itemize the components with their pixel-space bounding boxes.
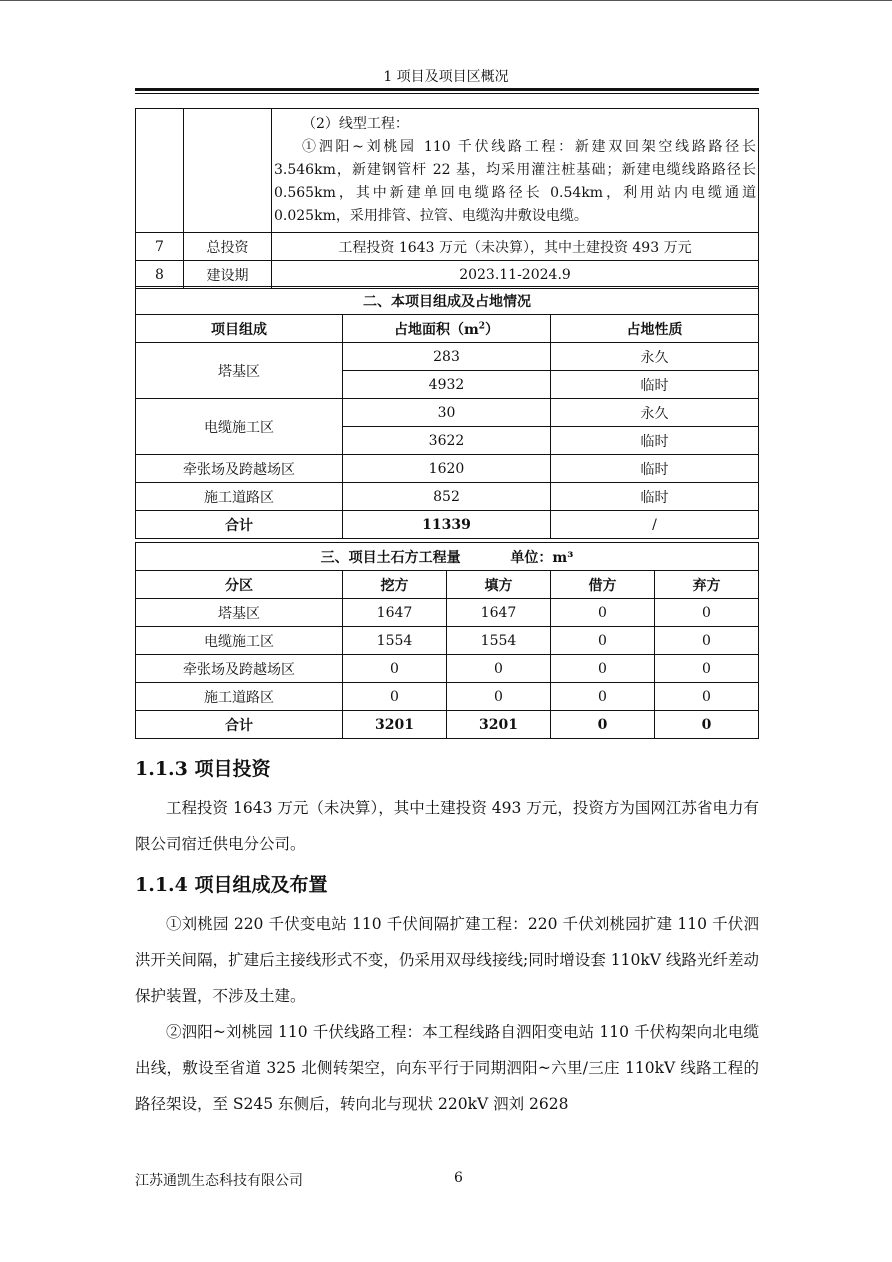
- total-cell: 3201: [343, 711, 447, 739]
- table-header-row: [136, 315, 759, 343]
- table-title-row: [136, 543, 759, 571]
- table-cell: 0: [447, 655, 551, 683]
- total-cell: 0: [551, 711, 655, 739]
- table-cell: 0: [343, 683, 447, 711]
- table-row: [136, 399, 759, 427]
- table-row: [136, 683, 759, 711]
- zone-name: 电缆施工区: [136, 399, 343, 455]
- page-number: 6: [454, 1170, 463, 1186]
- total-row: [136, 711, 759, 739]
- row-label: 总投资: [184, 233, 272, 261]
- nature-cell: 永久: [551, 399, 759, 427]
- column-header: 分区: [136, 571, 343, 599]
- nature-cell: 临时: [551, 427, 759, 455]
- table-row: [136, 599, 759, 627]
- total-cell: 0: [655, 711, 759, 739]
- table-row: [136, 483, 759, 511]
- line-project-title: （2）线型工程：: [302, 116, 409, 132]
- area-cell: 283: [343, 343, 551, 371]
- table-cell: 0: [551, 599, 655, 627]
- line-project-text: 0.025km，采用排管、拉管、电缆沟井敷设电缆。: [274, 208, 588, 224]
- column-header: 挖方: [343, 571, 447, 599]
- table-cell: 0: [447, 683, 551, 711]
- row-number: 8: [136, 261, 184, 289]
- section-heading: 1.1.3 项目投资: [135, 758, 271, 780]
- total-area: 11339: [343, 511, 551, 539]
- line-project-description: [272, 109, 759, 233]
- column-header: 弃方: [655, 571, 759, 599]
- row-label: 建设期: [184, 261, 272, 289]
- line-project-text: 0.565km，其中新建单回电缆路径长 0.54km，利用站内电缆通道: [274, 185, 756, 201]
- table-row: [136, 261, 759, 289]
- header-rule-thick: [135, 88, 759, 91]
- total-label: 合计: [136, 511, 343, 539]
- earthwork-table: [135, 542, 759, 739]
- paragraph: ①刘桃园 220 千伏变电站 110 千伏间隔扩建工程：220 千伏刘桃园扩建 110 千伏泗洪开关间隔，扩建后主接线形式不变，仍采用双母线接线;同时增设套 110kV 线路光纤差动保护装置，不涉及土建。: [135, 915, 759, 1005]
- table-cell: 0: [551, 683, 655, 711]
- table-cell: 1554: [343, 627, 447, 655]
- column-header: 占地面积$(m^2)$: [343, 315, 551, 343]
- page-header: 1 项目及项目区概况: [383, 69, 509, 85]
- total-row: [136, 511, 759, 539]
- project-info-table: [135, 108, 759, 289]
- table-row: [136, 655, 759, 683]
- line-project-text: 3.546km，新建钢管杆 22 基，均采用灌注桩基础；新建电缆线路路径长: [274, 162, 756, 178]
- table-title-row: [136, 287, 759, 315]
- table-cell: 牵张场及跨越场区: [136, 655, 343, 683]
- earthwork-title-text: 三、项目土石方工程量: [320, 549, 461, 566]
- table-cell: 0: [551, 655, 655, 683]
- table-cell: [136, 109, 184, 233]
- earthwork-table-title: [136, 543, 759, 571]
- table-cell: 0: [655, 599, 759, 627]
- table-row: [136, 233, 759, 261]
- table-cell: 塔基区: [136, 599, 343, 627]
- land-table-title: 二、本项目组成及占地情况: [136, 287, 759, 315]
- table-cell: [184, 109, 272, 233]
- paragraph: ②泗阳~刘桃园 110 千伏线路工程：本工程线路自泗阳变电站 110 千伏构架向北电缆出线，敷设至省道 325 北侧转架空，向东平行于同期泗阳~六里/三庄 110kV 线路工程的路径架设，至 S245 东侧后，转向北与现状 220kV 泗刘 2628: [135, 1023, 759, 1113]
- column-header: 项目组成: [136, 315, 343, 343]
- table-cell: 施工道路区: [136, 683, 343, 711]
- table-cell: 电缆施工区: [136, 627, 343, 655]
- table-cell: 0: [343, 655, 447, 683]
- area-cell: 852: [343, 483, 551, 511]
- table-row: [136, 109, 759, 233]
- total-cell: 3201: [447, 711, 551, 739]
- table-row: [136, 343, 759, 371]
- land-occupation-table: [135, 286, 759, 539]
- table-header-row: [136, 571, 759, 599]
- zone-name: 施工道路区: [136, 483, 343, 511]
- nature-cell: 临时: [551, 455, 759, 483]
- section-heading: 1.1.4 项目组成及布置: [135, 874, 328, 896]
- table-cell: 0: [655, 683, 759, 711]
- row-number: 7: [136, 233, 184, 261]
- column-header: 占地性质: [551, 315, 759, 343]
- zone-name: 牵张场及跨越场区: [136, 455, 343, 483]
- column-header: 填方: [447, 571, 551, 599]
- total-nature: /: [551, 511, 759, 539]
- table-cell: 1647: [447, 599, 551, 627]
- table-cell: 0: [655, 655, 759, 683]
- footer-company: 江苏通凯生态科技有限公司: [135, 1173, 303, 1189]
- row-value: 2023.11-2024.9: [272, 261, 759, 289]
- table-row: [136, 455, 759, 483]
- line-project-text: ①泗阳~刘桃园 110 千伏线路工程：新建双回架空线路路径长: [302, 139, 756, 155]
- nature-cell: 临时: [551, 483, 759, 511]
- total-cell: 合计: [136, 711, 343, 739]
- table-row: [136, 627, 759, 655]
- area-cell: 1620: [343, 455, 551, 483]
- earthwork-unit: 单位：m³: [510, 549, 574, 566]
- table-cell: 0: [551, 627, 655, 655]
- table-cell: 0: [655, 627, 759, 655]
- area-cell: 30: [343, 399, 551, 427]
- area-cell: 4932: [343, 371, 551, 399]
- nature-cell: 永久: [551, 343, 759, 371]
- paragraph: 工程投资 1643 万元（未决算），其中土建投资 493 万元，投资方为国网江苏省电力有限公司宿迁供电分公司。: [135, 799, 759, 853]
- table-cell: 1647: [343, 599, 447, 627]
- area-cell: 3622: [343, 427, 551, 455]
- table-cell: 1554: [447, 627, 551, 655]
- zone-name: 塔基区: [136, 343, 343, 399]
- header-rule-thin: [135, 93, 759, 94]
- column-header: 借方: [551, 571, 655, 599]
- nature-cell: 临时: [551, 371, 759, 399]
- page-top-border: [0, 0, 892, 1]
- row-value: 工程投资 1643 万元（未决算），其中土建投资 493 万元: [272, 233, 759, 261]
